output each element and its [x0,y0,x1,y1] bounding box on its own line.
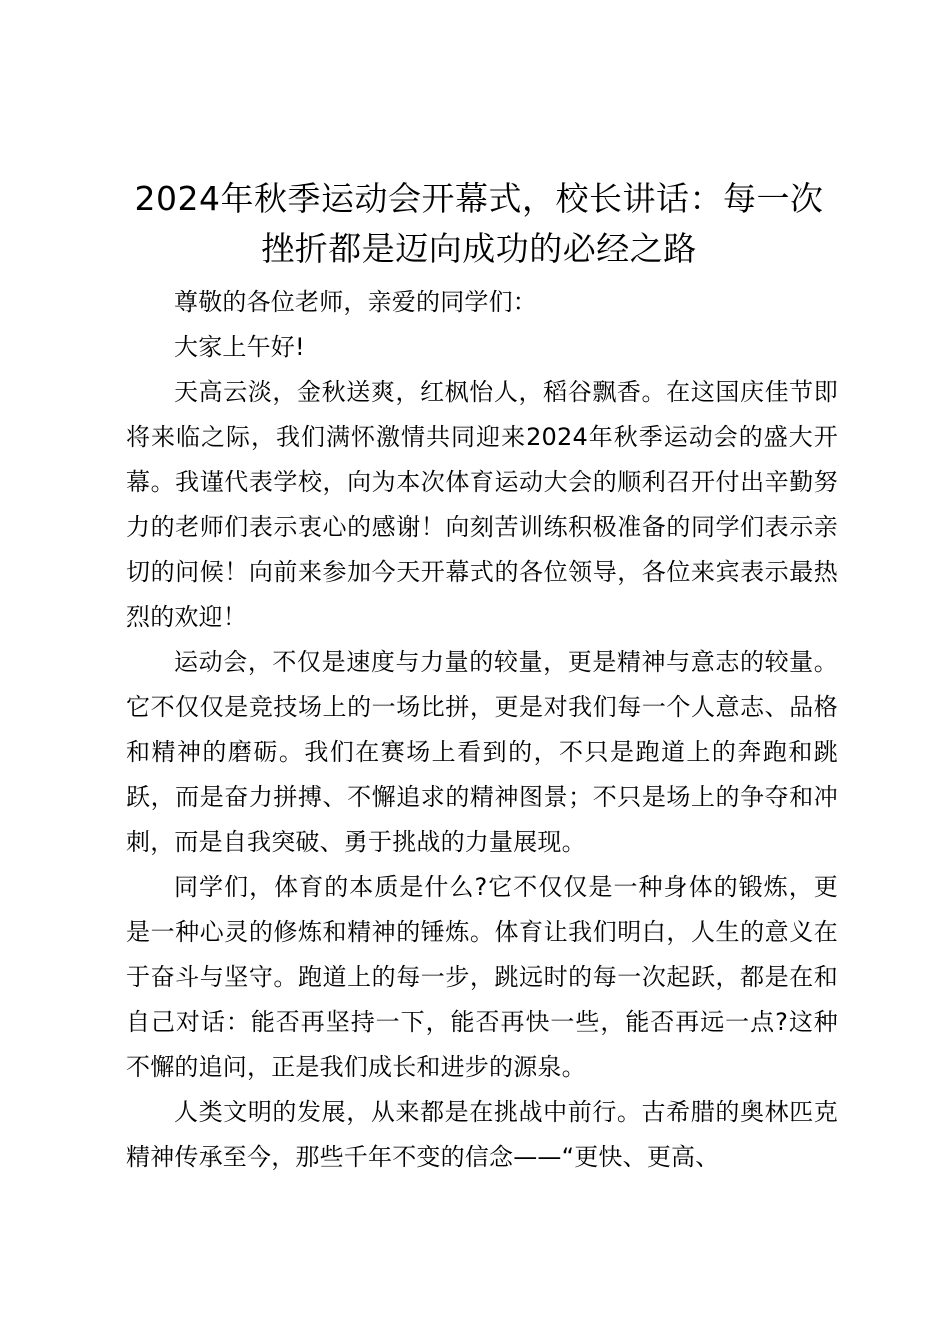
body-paragraph: 同学们，体育的本质是什么?它不仅仅是一种身体的锻炼，更是一种心灵的修炼和精神的锤炼。体育让我们明白，人生的意义在于奋斗与坚守。跑道上的每一步，跳远时的每一次起跃，都是在和自己对话：能否再坚持一下，能否再快一些，能否再远一点?这种不懈的追问，正是我们成长和进步的源泉。 [126,873,838,1081]
salutation: 尊敬的各位老师，亲爱的同学们： [174,288,537,316]
body-paragraph: 天高云淡，金秋送爽，红枫怡人，稻谷飘香。在这国庆佳节即将来临之际，我们满怀激情共同迎来2024年秋季运动会的盛大开幕。我谨代表学校，向为本次体育运动大会的顺利召开付出辛勤努力的老师们表示衷心的感谢！向刻苦训练积极准备的同学们表示亲切的问候！向前来参加今天开幕式的各位领导，各位来宾表示最热烈的欢迎！ [126,378,838,631]
document-body [126,280,838,1180]
greeting: 大家上午好! [174,333,305,361]
body-paragraph: 人类文明的发展，从来都是在挑战中前行。古希腊的奥林匹克精神传承至今，那些千年不变的信念——“更快、更高、 [126,1098,838,1171]
document-title: 2024年秋季运动会开幕式，校长讲话：每一次挫折都是迈向成功的必经之路 [134,179,824,268]
body-paragraph: 运动会，不仅是速度与力量的较量，更是精神与意志的较量。它不仅仅是竞技场上的一场比拼，更是对我们每一个人意志、品格和精神的磨砺。我们在赛场上看到的，不只是跑道上的奔跑和跳跃，而是奋力拼搏、不懈追求的精神图景；不只是场上的争夺和冲刺，而是自我突破、勇于挑战的力量展现。 [126,648,838,856]
